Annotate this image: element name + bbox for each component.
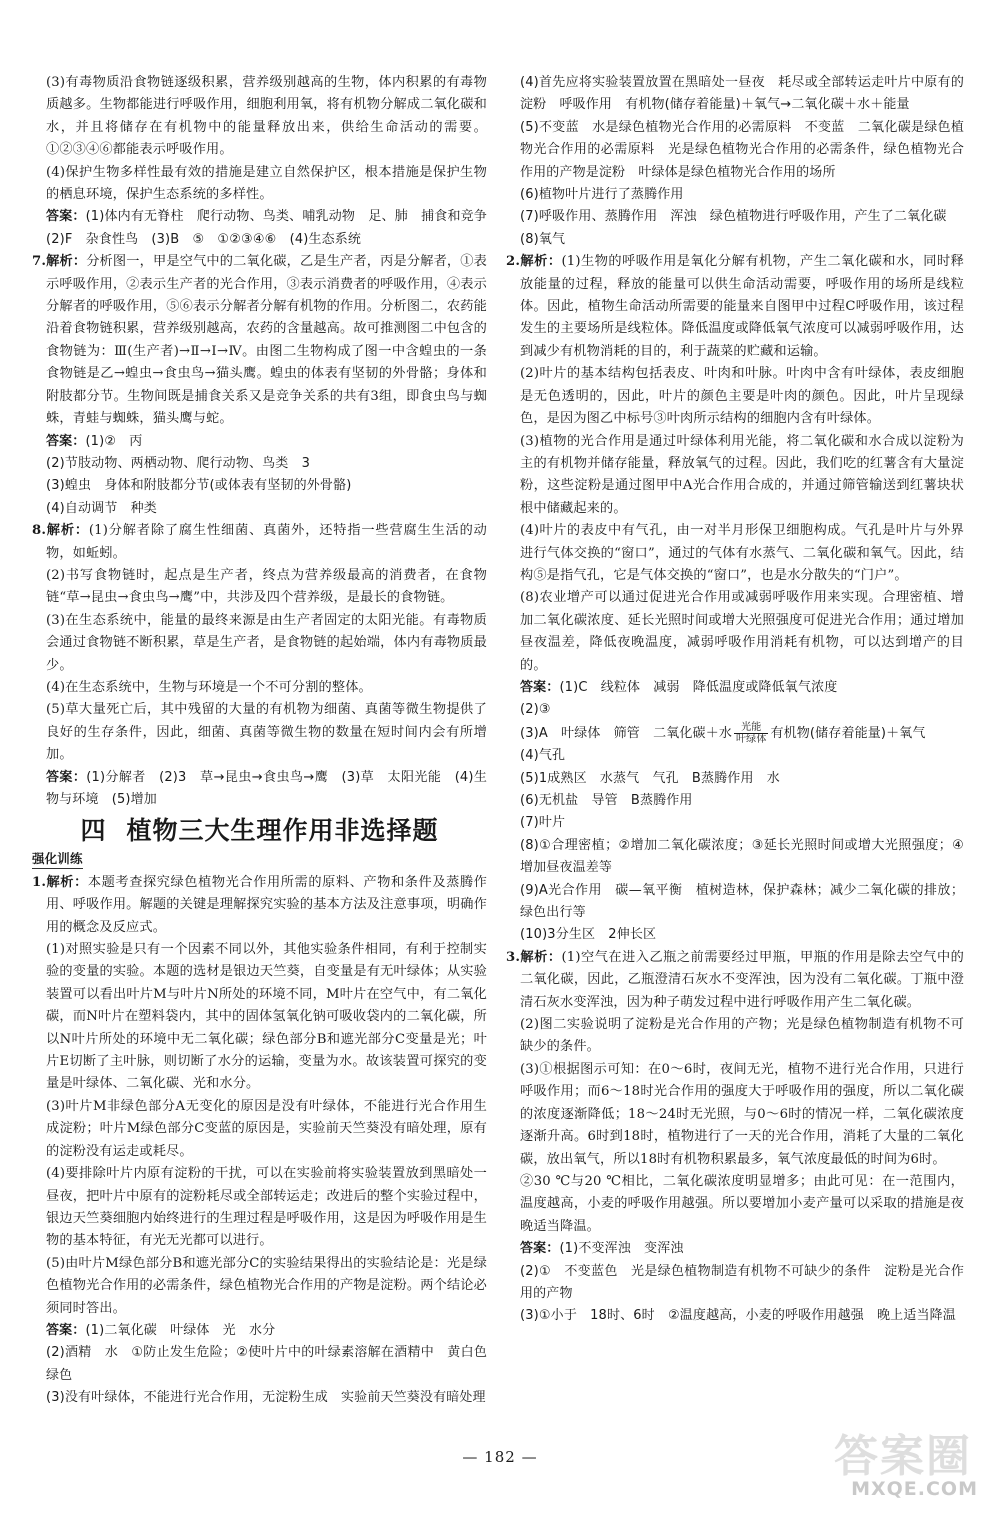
- answer-block: [32, 1320, 487, 1342]
- answer-block: [32, 431, 487, 453]
- paragraph: (3)①根据图示可知：在0～6时，夜间无光，植物不进行光合作用，只进行呼吸作用；而6～18时光合作用的强度大于呼吸作用的强度，所以二氧化碳的浓度逐渐降低；18～24时无光照，与0～6时的情况一样，二氧化碳浓度逐渐升高。6时到18时，植物进行了一天的光合作用，消耗了大量的二氧化碳，放出氧气，所以18时有机物积累最多，氧气浓度最低的时间为6时。: [520, 1061, 964, 1167]
- answer-line: (4)首先应将实验装置放置在黑暗处一昼夜 耗尽或全部转运走叶片中原有的淀粉 呼吸作用 有机物(储存着能量)＋氧气→二氧化碳＋水＋能量: [520, 75, 964, 113]
- answer-label: 答案：: [520, 679, 560, 695]
- answer-line: (8)氧气: [520, 231, 566, 247]
- reaction-arrow: [734, 722, 768, 745]
- answer-line: (7)呼吸作用、蒸腾作用 浑浊 绿色植物进行呼吸作用，产生了二氧化碳: [520, 209, 947, 225]
- answer-line: (4)气孔: [520, 748, 566, 764]
- analysis-text: (1)分解者除了腐生性细菌、真菌外，还特指一些营腐生生活的动物，如蚯蚓。: [46, 523, 487, 561]
- section-title: [32, 815, 487, 847]
- paragraph: (1)对照实验是只有一个因素不同以外，其他实验条件相同，有利于控制实验的变量的实验。本题的选材是银边天竺葵，自变量是有无叶绿体；从实验装置可以看出叶片M与叶片N所处的环境不同，M叶片在空气中，有二氧化碳，而N叶片在塑料袋内，其中的固体氢氧化钠可吸收袋内的二氧化碳，所以N叶片所处的环境中无二氧化碳；绿色部分B和遮光部分C变量是光；叶片E切断了主叶脉，则切断了水分的运输，变量为水。故该装置可探究的变量是叶绿体、二氧化碳、光和水分。: [46, 942, 487, 1092]
- answer-line: (3)①小于 18时、6时 ②温度越高，小麦的呼吸作用越强 晚上适当降温: [520, 1308, 956, 1324]
- answer-line: (7)叶片: [520, 815, 566, 831]
- answer-line: (9)A光合作用 碳—氧平衡 植树造林，保护森林；减少二氧化碳的排放；绿色出行等: [520, 882, 964, 921]
- paragraph: (2)书写食物链时，起点是生产者，终点为营养级最高的消费者，在食物链“草→昆虫→食虫鸟→鹰”中，共涉及四个营养级，是最长的食物链。: [46, 567, 487, 606]
- answer-block: [32, 206, 501, 251]
- answer-line: (6)植物叶片进行了蒸腾作用: [520, 187, 684, 203]
- arrow-condition-bottom: 叶绿体: [736, 733, 767, 745]
- equation-left: (3)A 叶绿体 筛管 二氧化碳＋水: [520, 725, 733, 741]
- analysis-text: (1)空气在进入乙瓶之前需要经过甲瓶，甲瓶的作用是除去空气中的二氧化碳，因此，乙瓶澄清石灰水不变浑浊，因为没有二氧化碳。丁瓶中澄清石灰水变浑浊，因为种子萌发过程中进行呼吸作用产生二氧化碳。: [520, 949, 965, 1010]
- answer-line: (2)酒精 水 ①防止发生危险；②使叶片中的叶绿素溶解在酒精中 黄白色 绿色: [46, 1345, 501, 1383]
- answer-line: (2)① 不变蓝色 光是绿色植物制造有机物不可缺少的条件 淀粉是光合作用的产物: [520, 1263, 964, 1301]
- paragraph: (2)图二实验说明了淀粉是光合作用的产物；光是绿色植物制造有机物不可缺少的条件。: [520, 1017, 964, 1055]
- answer-text: (1)不变浑浊 变浑浊: [559, 1241, 684, 1257]
- left-column: [32, 72, 501, 1410]
- analysis-text: 本题考查探究绿色植物光合作用所需的原料、产物和条件及蒸腾作用、呼吸作用。解题的关键是理解探究实验的基本方法及注意事项，明确作用的概念及反应式。: [46, 874, 487, 935]
- paragraph: ②30 ℃与20 ℃相比，二氧化碳浓度明显增多；由此可见：在一范围内，温度越高，小麦的呼吸作用越强。所以要增加小麦产量可以采取的措施是夜晚适当降温。: [520, 1173, 964, 1234]
- analysis-label: 解析：: [46, 523, 89, 539]
- answer-label: 答案：: [46, 209, 86, 225]
- analysis-text: (1)生物的呼吸作用是氧化分解有机物，产生二氧化碳和水，同时释放能量的过程，释放的能量可以供生命活动需要，呼吸作用的场所是线粒体。因此，植物生命活动所需要的能量来自图甲中过程C呼吸作用，该过程发生的主要场所是线粒体。降低温度或降低氧气浓度可以减弱呼吸作用，达到减少有机物消耗的目的，利于蔬菜的贮藏和运输。: [520, 254, 965, 359]
- question-number: 1.: [32, 874, 47, 890]
- question-number: 2.: [506, 254, 521, 270]
- answer-text: (1)体内有无脊柱 爬行动物、鸟类、哺乳动物 足、肺 捕食和竞争 (2)F 杂食性鸟 (3)B ⑤ ①②③④⑥ (4)生态系统: [46, 209, 501, 247]
- question-3-analysis: [506, 947, 964, 1014]
- question-number: 8.: [32, 523, 47, 539]
- answer-text: (1)② 丙: [85, 433, 143, 449]
- paragraph: (3)有毒物质沿食物链逐级积累，营养级别越高的生物，体内积累的有毒物质越多。生物都能进行呼吸作用，细胞利用氧，将有机物分解成二氧化碳和水，并且将储存在有机物中的能量释放出来，供给生命活动的需要。①②③④⑥都能表示呼吸作用。: [46, 75, 487, 158]
- section-number: 四: [80, 816, 107, 846]
- answer-line: (10)3分生区 2伸长区: [520, 927, 657, 943]
- watermark-url: MXQE.COM: [851, 1478, 978, 1500]
- paragraph: (8)农业增产可以通过促进光合作用或减弱呼吸作用来实现。合理密植、增加二氧化碳浓度、延长光照时间或增大光照强度可促进光合作用；通过增加昼夜温差，降低夜晚温度，减弱呼吸作用消耗有机物，可以达到增产的目的。: [520, 590, 964, 673]
- question-7-analysis: [32, 251, 487, 430]
- paragraph: (4)在生态系统中，生物与环境是一个不可分割的整体。: [46, 679, 372, 695]
- answer-text: (1)C 线粒体 减弱 降低温度或降低氧气浓度: [559, 679, 838, 695]
- paragraph: (2)叶片的基本结构包括表皮、叶肉和叶脉。叶肉中含有叶绿体，表皮细胞是无色透明的，因此，叶片的颜色主要是叶肉的颜色。因此，叶片呈现绿色，是因为图乙中标号③叶肉所示结构的细胞内含有叶绿体。: [520, 366, 964, 427]
- answer-text: (1)分解者 (2)3 草→昆虫→食虫鸟→鹰 (3)草 太阳光能 (4)生物与环境 (5)增加: [46, 769, 487, 807]
- paragraph: (4)要排除叶片内原有淀粉的干扰，可以在实验前将实验装置放到黑暗处一昼夜，把叶片中原有的淀粉耗尽或全部转运走；改进后的整个实验过程中，银边天竺葵细胞内始终进行的生理过程是呼吸作用，这是因为呼吸作用是生物的基本特征，有光无光都可以进行。: [46, 1166, 487, 1249]
- answer-line: (6)无机盐 导管 B蒸腾作用: [520, 793, 693, 808]
- answer-label: 答案：: [520, 1241, 560, 1257]
- answer-line: (3)蝗虫 身体和附肢都分节(或体表有坚韧的外骨骼): [46, 478, 352, 494]
- analysis-text: 分析图一，甲是空气中的二氧化碳，乙是生产者，丙是分解者，①表示呼吸作用，②表示生产者的光合作用，③表示消费者的呼吸作用，④表示分解者的呼吸作用，⑤⑥表示分解者分解有机物的作用。分析图二，农药能沿着食物链积累，营养级别越高，农药的含量越高。故可推测图二中包含的食物链为：Ⅲ(生产者)→Ⅱ→Ⅰ→Ⅳ。由图二生物构成了图一中含蝗虫的一条食物链是乙→蝗虫→食虫鸟→猫头鹰。蝗虫的体表有坚韧的外骨骼；身体和附肢都分节。生物间既是捕食关系又是竞争关系的共有3组，即食虫鸟与蜘蛛，青蛙与蜘蛛，猫头鹰与蛇。: [46, 254, 487, 427]
- answer-label: 答案：: [46, 1322, 86, 1338]
- answer-line: (2)节肢动物、两栖动物、爬行动物、鸟类 3: [46, 455, 310, 471]
- answer-label: 答案：: [46, 433, 86, 449]
- answer-label: 答案：: [46, 769, 87, 785]
- section-heading: 植物三大生理作用非选择题: [126, 816, 439, 846]
- answer-line: (8)①合理密植；②增加二氧化碳浓度；③延长光照时间或增大光照强度；④增加昼夜温差等: [520, 837, 964, 876]
- answer-block: [32, 767, 487, 812]
- paragraph: (4)叶片的表皮中有气孔，由一对半月形保卫细胞构成。气孔是叶片与外界进行气体交换的“窗口”，通过的气体有水蒸气、二氧化碳和氧气。因此，结构⑤是指气孔，它是气体交换的“窗口”，也是水分散失的“门户”。: [520, 523, 964, 583]
- paragraph: (5)草大量死亡后，其中残留的大量的有机物为细菌、真菌等微生物提供了良好的生存条件，因此，细菌、真菌等微生物的数量在短时间内会有所增加。: [46, 702, 487, 763]
- paragraph: (3)在生态系统中，能量的最终来源是由生产者固定的太阳光能。有毒物质会通过食物链不断积累，草是生产者，是食物链的起始端，体内有毒物质最少。: [46, 612, 487, 673]
- paragraph: (3)植物的光合作用是通过叶绿体利用光能，将二氧化碳和水合成以淀粉为主的有机物并储存能量，释放氧气的过程。因此，我们吃的红薯含有大量淀粉，这些淀粉是通过图甲中A光合作用合成的，并通过筛管输送到红薯块状根中储藏起来的。: [520, 433, 964, 516]
- answer-line: (2)③: [520, 702, 551, 718]
- paragraph: (4)保护生物多样性最有效的措施是建立自然保护区，根本措施是保护生物的栖息环境，保护生态系统的多样性。: [46, 164, 487, 203]
- answer-line: (5)不变蓝 水是绿色植物光合作用的必需原料 不变蓝 二氧化碳是绿色植物光合作用的必需原料 光是绿色植物光合作用的必需条件，绿色植物光合作用的产物是淀粉 叶绿体是绿色植物光合作用的场所: [520, 119, 964, 180]
- question-number: 7.: [32, 254, 47, 270]
- analysis-label: 解析：: [46, 254, 87, 270]
- question-1-analysis: [32, 872, 487, 939]
- page-number: — 182 —: [462, 1448, 538, 1466]
- question-number: 3.: [506, 949, 521, 965]
- answer-block: [506, 1238, 964, 1260]
- sub-section-label: 强化训练: [32, 850, 83, 869]
- question-8-analysis: [32, 520, 487, 565]
- analysis-label: 解析：: [46, 874, 88, 890]
- paragraph: (5)由叶片M绿色部分B和遮光部分C的实验结果得出的实验结论是：光是绿色植物光合作用的必需条件，绿色植物光合作用的产物是淀粉。两个结论必须同时答出。: [46, 1255, 487, 1316]
- answer-line: (5)1成熟区 水蒸气 气孔 B蒸腾作用 水: [520, 770, 780, 786]
- answer-line: (4)自动调节 种类: [46, 500, 157, 516]
- question-2-analysis: [506, 251, 964, 363]
- equation-right: 有机物(储存着能量)＋氧气: [770, 725, 926, 741]
- analysis-label: 解析：: [520, 949, 562, 965]
- paragraph: (3)叶片M非绿色部分A无变化的原因是没有叶绿体，不能进行光合作用生成淀粉；叶片M绿色部分C变蓝的原因是，实验前天竺葵没有暗处理，原有的淀粉没有运走或耗尽。: [46, 1098, 487, 1159]
- answer-line-equation: [506, 722, 964, 745]
- answer-line: (3)没有叶绿体，不能进行光合作用，无淀粉生成 实验前天竺葵没有暗处理: [46, 1390, 486, 1406]
- right-column: [506, 72, 964, 1328]
- watermark-logo: 答案圈: [834, 1431, 972, 1482]
- answer-text: (1)二氧化碳 叶绿体 光 水分: [85, 1322, 276, 1338]
- answer-block: [506, 677, 964, 699]
- arrow-condition-top: 光能: [734, 722, 768, 734]
- analysis-label: 解析：: [520, 254, 562, 270]
